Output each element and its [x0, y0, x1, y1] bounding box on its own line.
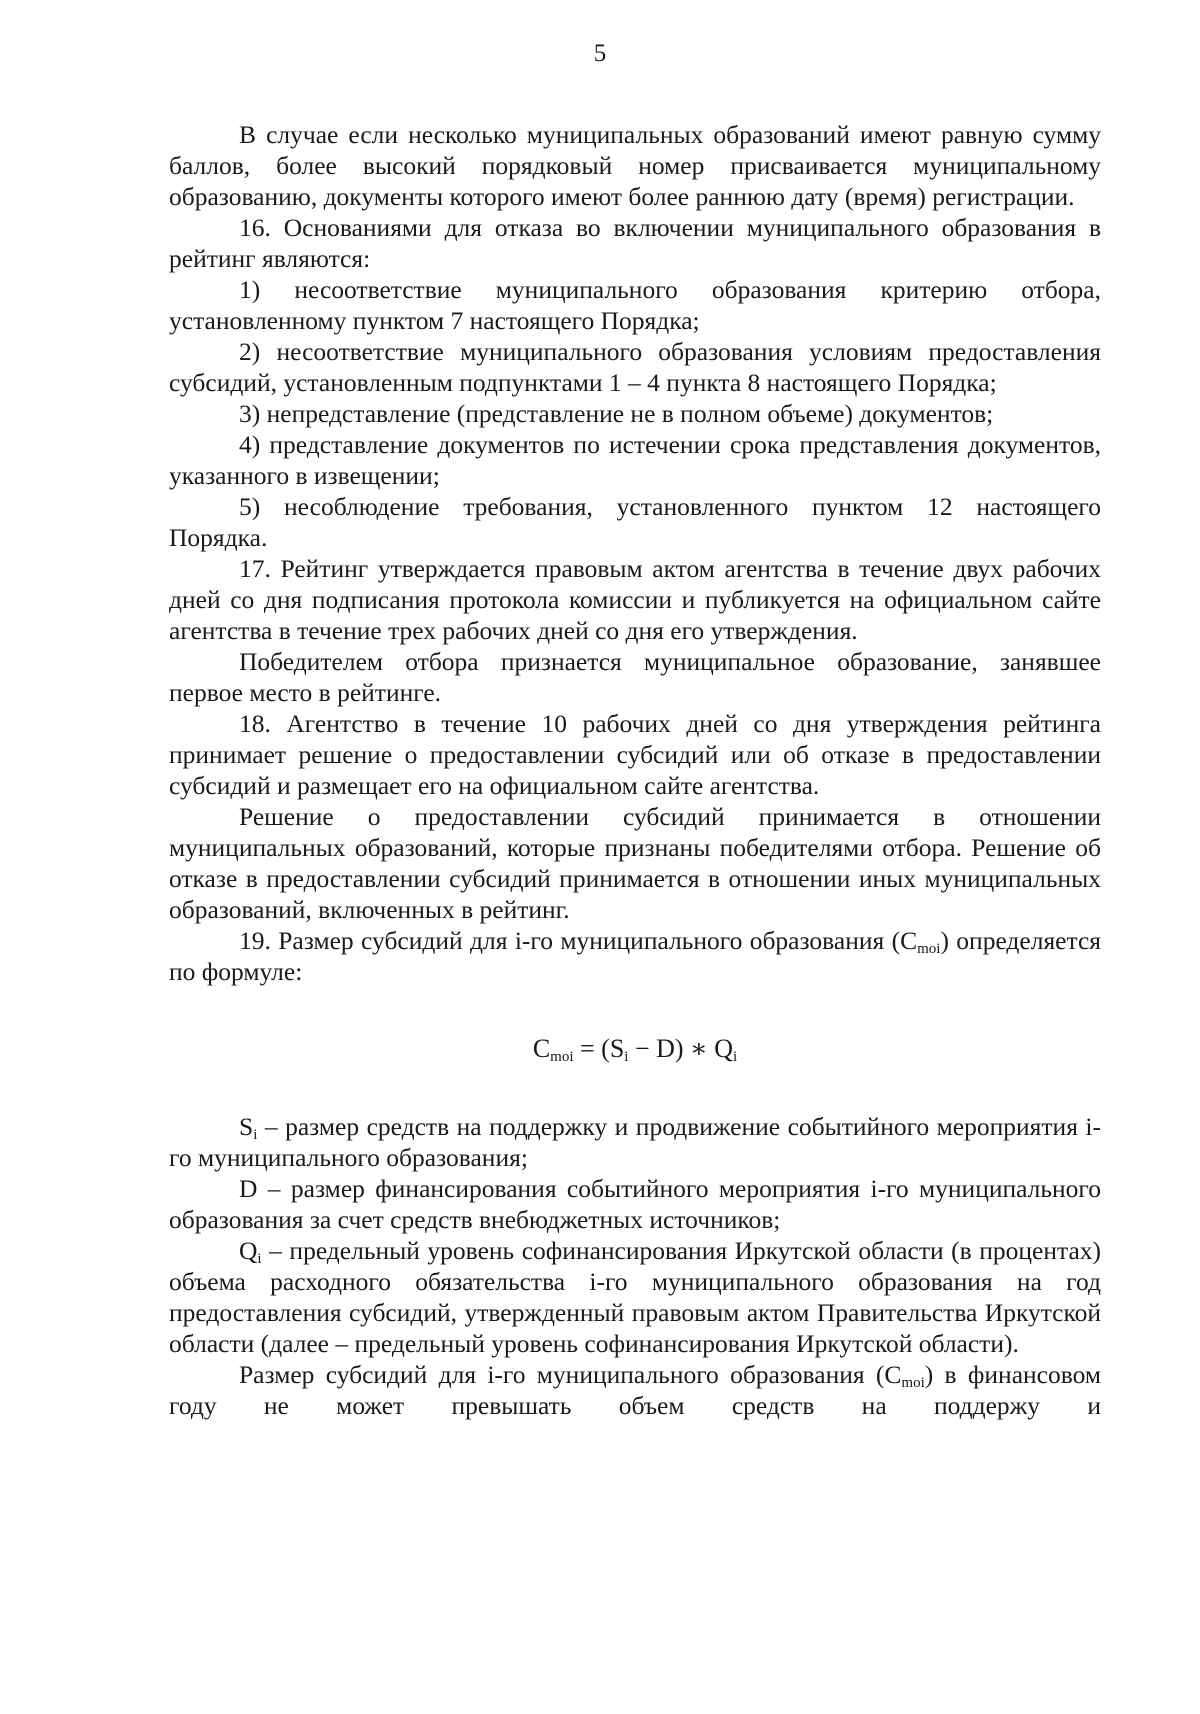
- definition-d: D – размер финансирования событийного мероприятия i-го муниципального образования за счет средств внебюджетных источников;: [169, 1174, 1101, 1234]
- definition-q: $Q_i$ – предельный уровень софинансирования Иркутской области (в процентах) объема расходного обязательства i-го муниципального образования на год предоставления субсидий, утвержденный правовым актом Правительства Иркутской области (далее – предельный уровень софинансирования Иркутской области).: [169, 1236, 1101, 1358]
- paragraph-17-rating: 17. Рейтинг утверждается правовым актом агентства в течение двух рабочих дней со дня подписания протокола комиссии и публикуется на официальном сайте агентства в течение трех рабочих дней со дня его утверждения.: [169, 554, 1101, 645]
- paragraph-19-subsidy-size: 19. Размер субсидий для i-го муниципального образования $(C_{moi})$ определяется по формуле:: [169, 926, 1101, 986]
- paragraph-18-decision: 18. Агентство в течение 10 рабочих дней со дня утверждения рейтинга принимает решение о предоставлении субсидий или об отказе в предоставлении субсидий и размещает его на официальном сайте агентства.: [169, 709, 1101, 800]
- paragraph-16-item-3: 3) непредставление (представление не в полном объеме) документов;: [239, 399, 994, 428]
- paragraph-16-item-2: 2) несоответствие муниципального образования условиям предоставления субсидий, установленным подпунктами 1 – 4 пункта 8 настоящего Порядка;: [169, 337, 1101, 397]
- paragraph-16-refusal-grounds: 16. Основаниями для отказа во включении муниципального образования в рейтинг являются:: [169, 213, 1101, 273]
- paragraph-subsidy-limit: Размер субсидий для i-го муниципального образования $(C_{moi})$ в финансовом году не может превышать объем средств на поддержу и: [169, 1360, 1101, 1420]
- paragraph-decision-details: Решение о предоставлении субсидий принимается в отношении муниципальных образований, которые признаны победителями отбора. Решение об отказе в предоставлении субсидий принимается в отношении иных муниципальных образований, включенных в рейтинг.: [169, 802, 1101, 924]
- document-body: [169, 119, 1101, 1421]
- paragraph-16-item-1: 1) несоответствие муниципального образования критерию отбора, установленному пунктом 7 настоящего Порядка;: [169, 275, 1101, 335]
- page-number: 5: [593, 40, 607, 67]
- subsidy-formula: $C_{moi} = (S_i - D)$ ∗ $Q_i$: [532, 1034, 738, 1065]
- paragraph-winner: Победителем отбора признается муниципальное образование, занявшее первое место в рейтинге.: [169, 647, 1101, 707]
- definition-s: $S_i$ – размер средств на поддержку и продвижение событийного мероприятия i-го муниципального образования;: [169, 1112, 1101, 1172]
- paragraph-16-item-5: 5) несоблюдение требования, установленного пунктом 12 настоящего Порядка.: [169, 492, 1101, 552]
- paragraph-equal-score: В случае если несколько муниципальных образований имеют равную сумму баллов, более высокий порядковый номер присваивается муниципальному образованию, документы которого имеют более раннюю дату (время) регистрации.: [169, 120, 1101, 211]
- paragraph-16-item-4: 4) представление документов по истечении срока представления документов, указанного в извещении;: [169, 430, 1101, 490]
